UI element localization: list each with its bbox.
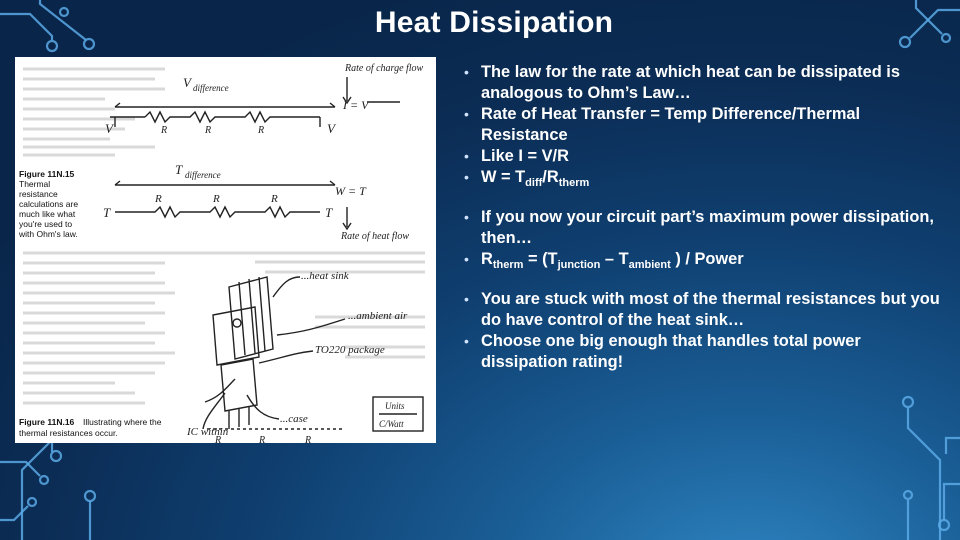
caption-15-line2: resistance bbox=[19, 189, 58, 199]
label-heat-sink: ...heat sink bbox=[301, 270, 349, 282]
caption-15-line3: calculations are bbox=[19, 199, 79, 209]
label-t-difference: difference bbox=[185, 170, 221, 180]
label-r2: R bbox=[205, 125, 212, 136]
bullet-item: • Rate of Heat Transfer = Temp Difference/Thermal Resistance bbox=[461, 104, 941, 146]
label-r3: R bbox=[258, 125, 265, 136]
label-r1: R bbox=[161, 125, 168, 136]
label-rate-charge: Rate of charge flow bbox=[345, 63, 424, 74]
caption-15-title: Figure 11N.15 bbox=[19, 169, 75, 179]
label-ambient: ...ambient air bbox=[348, 310, 408, 322]
label-rate-heat: Rate of heat flow bbox=[341, 231, 410, 242]
thermal-resistance-figure bbox=[15, 57, 436, 443]
bullet-item: • If you now your circuit part’s maximum power dissipation, then… bbox=[461, 207, 941, 249]
label-t2: T bbox=[103, 205, 111, 220]
label-voltage: V bbox=[183, 75, 191, 90]
caption-15-line5: you're used to bbox=[19, 219, 73, 229]
label-t-diff: T bbox=[175, 162, 183, 177]
bullet-group-1 bbox=[461, 62, 941, 194]
bullet-group-2 bbox=[461, 207, 941, 276]
label-v2: V bbox=[105, 121, 113, 136]
label-units: Units bbox=[385, 401, 405, 411]
figure-drawing bbox=[15, 57, 436, 443]
caption-15-line6: with Ohm's law. bbox=[19, 229, 78, 239]
slide-title: Heat Dissipation bbox=[374, 6, 614, 39]
label-rjc: R bbox=[215, 435, 222, 443]
bullet-content bbox=[461, 62, 941, 373]
caption-16-line2: thermal resistances occur. bbox=[19, 428, 118, 438]
label-to220: TO220 package bbox=[315, 344, 385, 356]
bullet-item-formula: • $W = T_{diff}/R_{therm}$ bbox=[461, 167, 941, 194]
label-rotc: R bbox=[155, 193, 162, 205]
label-units-value: C/Watt bbox=[379, 419, 404, 429]
label-case: ...case bbox=[280, 413, 308, 425]
label-ic: IC within bbox=[187, 426, 229, 438]
bullet-item-formula: • $R_{therm} = (T_{junction} - T_{ambient}$ ) / Power bbox=[461, 249, 941, 276]
label-eq-top: I = V bbox=[343, 98, 369, 112]
bullet-item: • Like I = V/R bbox=[461, 146, 941, 167]
label-difference: difference bbox=[193, 83, 229, 93]
label-t1: T bbox=[325, 205, 333, 220]
label-rocs: R bbox=[213, 193, 220, 205]
bullet-item: • You are stuck with most of the thermal resistances but you do have control of the heat sink… bbox=[461, 289, 941, 331]
caption-15-line4: much like what bbox=[19, 209, 76, 219]
caption-16-line1: Illustrating where the bbox=[83, 417, 162, 427]
bullet-item: • Choose one big enough that handles total power dissipation rating! bbox=[461, 331, 941, 373]
bullet-item: • The law for the rate at which heat can be dissipated is analogous to Ohm’s Law… bbox=[461, 62, 941, 104]
bullet-group-3 bbox=[461, 289, 941, 373]
label-rosa: R bbox=[271, 193, 278, 205]
caption-15-line1: Thermal bbox=[19, 179, 51, 189]
label-rcs: R bbox=[259, 435, 266, 443]
label-v1: V bbox=[327, 121, 335, 136]
caption-16-title: Figure 11N.16 bbox=[19, 417, 75, 427]
label-w-eq: W = T bbox=[335, 184, 366, 198]
label-rsa: R bbox=[305, 435, 312, 443]
